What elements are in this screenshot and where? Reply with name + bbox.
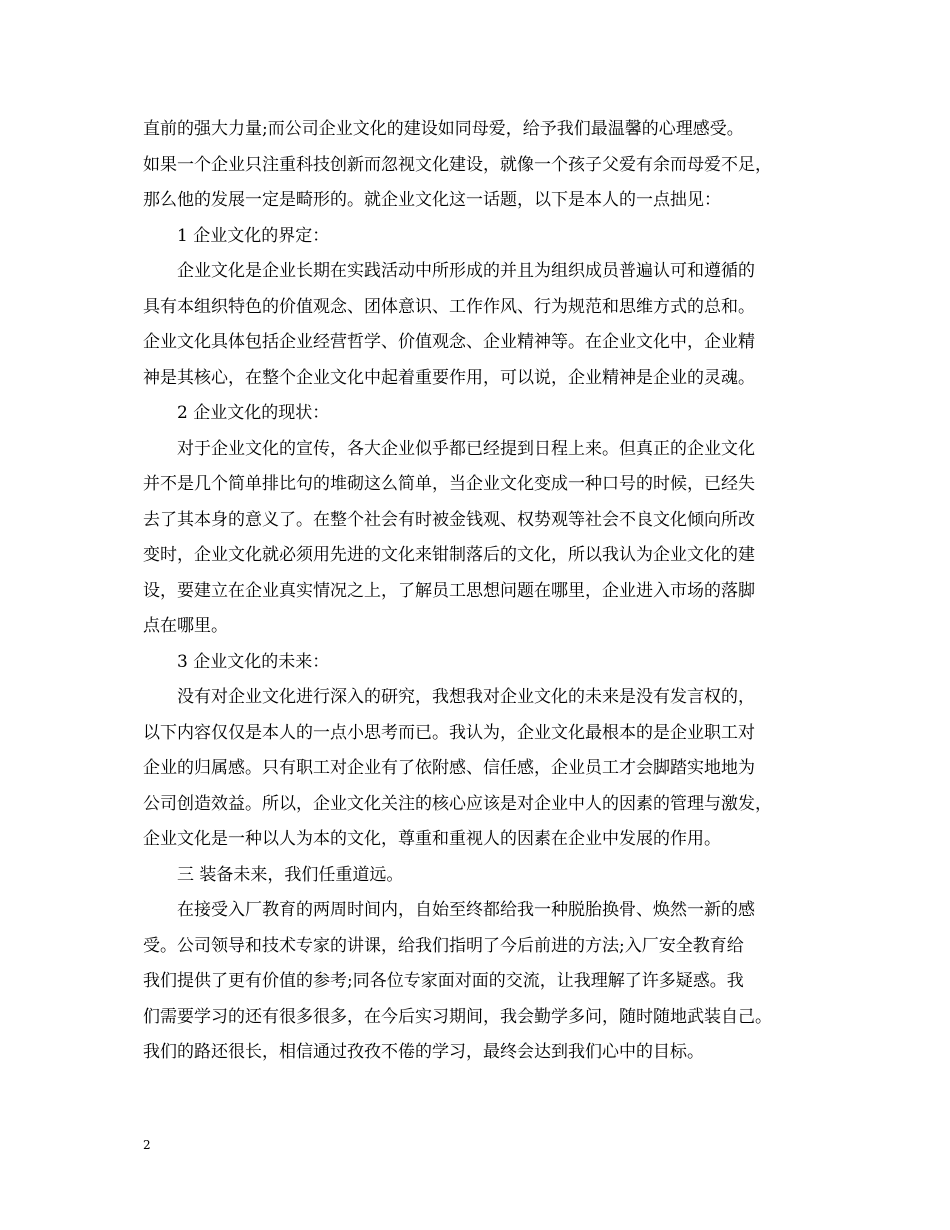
text-line: 企业文化是一种以人为本的文化，尊重和重视人的因素在企业中发展的作用。: [143, 829, 721, 849]
text-line: 我们提供了更有价值的参考;同各位专家面对面的交流，让我理解了许多疑惑。我: [143, 971, 744, 991]
text-line: 受。公司领导和技术专家的讲课，给我们指明了今后前进的方法;入厂安全教育给: [143, 935, 744, 956]
text-line: 如果一个企业只注重科技创新而忽视文化建设，就像一个孩子父爱有余而母爱不足，: [143, 154, 772, 175]
text-line: 们需要学习的还有很多很多，在今后实习期间，我会勤学多问，随时随地武装自己。: [143, 1006, 772, 1027]
text-line: 公司创造效益。所以，企业文化关注的核心应该是对企业中人的因素的管理与激发，: [143, 793, 772, 814]
text-line: 没有对企业文化进行深入的研究，我想我对企业文化的未来是没有发言权的，: [177, 687, 755, 707]
text-line: 在接受入厂教育的两周时间内，自始至终都给我一种脱胎换骨、焕然一新的感: [177, 900, 755, 920]
page-number: 2: [143, 1138, 151, 1152]
text-line: 企业的归属感。只有职工对企业有了依附感、信任感，企业员工才会脚踏实地地为: [143, 758, 755, 778]
document-body: [143, 112, 833, 1071]
text-line: 企业文化是企业长期在实践活动中所形成的并且为组织成员普遍认可和遵循的: [177, 261, 755, 281]
section-heading: 三 装备未来，我们任重道远。: [177, 864, 404, 885]
text-line: 设，要建立在企业真实情况之上，了解员工思想问题在哪里，企业进入市场的落脚: [143, 580, 755, 601]
text-line: 那么他的发展一定是畸形的。就企业文化这一话题，以下是本人的一点拙见：: [143, 190, 721, 210]
text-line: 具有本组织特色的价值观念、团体意识、工作作风、行为规范和思维方式的总和。: [143, 296, 755, 317]
text-line: 对于企业文化的宣传，各大企业似乎都已经提到日程上来。但真正的企业文化: [177, 438, 755, 459]
text-line: 点在哪里。: [143, 616, 228, 636]
section-heading: 1 企业文化的界定：: [177, 225, 330, 246]
text-line: 并不是几个简单排比句的堆砌这么简单，当企业文化变成一种口号的时候，已经失: [143, 474, 755, 494]
text-line: 以下内容仅仅是本人的一点小思考而已。我认为，企业文化最根本的是企业职工对: [143, 722, 755, 743]
text-line: 直前的强大力量;而公司企业文化的建设如同母爱，给予我们最温馨的心理感受。: [143, 119, 744, 139]
text-line: 变时，企业文化就必须用先进的文化来钳制落后的文化，所以我认为企业文化的建: [143, 545, 755, 565]
section-heading: 2 企业文化的现状：: [177, 403, 330, 423]
section-heading: 3 企业文化的未来：: [177, 651, 330, 672]
text-line: 我们的路还很长，相信通过孜孜不倦的学习，最终会达到我们心中的目标。: [143, 1042, 704, 1062]
text-line: 企业文化具体包括企业经营哲学、价值观念、企业精神等。在企业文化中，企业精: [143, 332, 755, 352]
text-line: 神是其核心，在整个企业文化中起着重要作用，可以说，企业精神是企业的灵魂。: [143, 367, 755, 388]
text-line: 去了其本身的意义了。在整个社会有时被金钱观、权势观等社会不良文化倾向所改: [143, 509, 755, 530]
